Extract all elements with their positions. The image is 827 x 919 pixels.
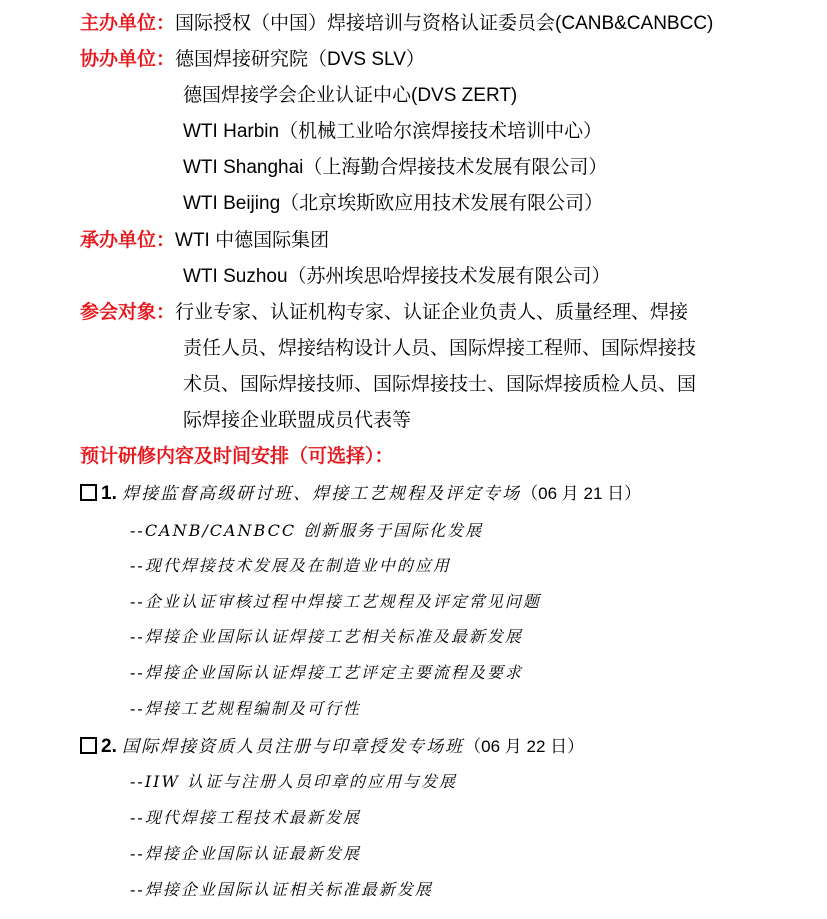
participants-label: 参会对象： <box>80 302 176 323</box>
item-title: 国际焊接资质人员注册与印章授发专场班 <box>122 737 465 757</box>
schedule-item-1 <box>80 482 641 506</box>
topic-line: --焊接企业国际认证焊接工艺评定主要流程及要求 <box>130 663 523 682</box>
co-organizer-item: WTI Shanghai（上海勤合焊接技术发展有限公司） <box>183 157 608 178</box>
co-organizer-row <box>80 48 425 72</box>
undertaker-label: 承办单位： <box>80 230 176 251</box>
co-organizer-item: WTI Beijing（北京埃斯欧应用技术发展有限公司） <box>183 193 604 214</box>
schedule-item-2 <box>80 735 584 759</box>
participants-line: 际焊接企业联盟成员代表等 <box>183 410 412 431</box>
participants-line: 行业专家、认证机构专家、认证企业负责人、质量经理、焊接 <box>175 302 689 323</box>
item-date: （06 月 21 日） <box>521 484 642 503</box>
topic-line: --现代焊接工程技术最新发展 <box>130 808 361 827</box>
topic-line: --IIW 认证与注册人员印章的应用与发展 <box>130 772 457 791</box>
host-label: 主办单位： <box>80 13 176 34</box>
undertaker-item: WTI 中德国际集团 <box>175 230 330 251</box>
undertaker-row <box>80 229 329 253</box>
schedule-heading: 预计研修内容及时间安排（可选择）： <box>80 446 394 467</box>
topic-line: --现代焊接技术发展及在制造业中的应用 <box>130 556 451 575</box>
item-number: 1. <box>101 483 117 504</box>
topic-line: --CANB/CANBCC 创新服务于国际化发展 <box>130 521 484 540</box>
undertaker-item: WTI Suzhou（苏州埃思哈焊接技术发展有限公司） <box>183 266 611 287</box>
checkbox-icon[interactable] <box>80 737 97 754</box>
item-number: 2. <box>101 736 117 757</box>
topic-line: --焊接企业国际认证焊接工艺相关标准及最新发展 <box>130 627 523 646</box>
host-value: 国际授权（中国）焊接培训与资格认证委员会(CANB&CANBCC) <box>175 13 714 34</box>
participants-line: 术员、国际焊接技师、国际焊接技士、国际焊接质检人员、国 <box>183 374 697 395</box>
co-organizer-item: 德国焊接学会企业认证中心(DVS ZERT) <box>183 85 518 106</box>
co-organizer-label: 协办单位： <box>80 49 176 70</box>
co-organizer-item: WTI Harbin（机械工业哈尔滨焊接技术培训中心） <box>183 121 603 142</box>
topic-line: --焊接工艺规程编制及可行性 <box>130 699 361 718</box>
checkbox-icon[interactable] <box>80 484 97 501</box>
co-organizer-item: 德国焊接研究院（DVS SLV） <box>175 49 425 70</box>
topic-line: --焊接企业国际认证相关标准最新发展 <box>130 880 433 899</box>
topic-line: --企业认证审核过程中焊接工艺规程及评定常见问题 <box>130 592 541 611</box>
item-date: （06 月 22 日） <box>464 737 585 756</box>
participants-line: 责任人员、焊接结构设计人员、国际焊接工程师、国际焊接技 <box>183 338 697 359</box>
participants-row <box>80 301 688 325</box>
host-row <box>80 12 713 36</box>
item-title: 焊接监督高级研讨班、焊接工艺规程及评定专场 <box>122 484 522 504</box>
topic-line: --焊接企业国际认证最新发展 <box>130 844 361 863</box>
